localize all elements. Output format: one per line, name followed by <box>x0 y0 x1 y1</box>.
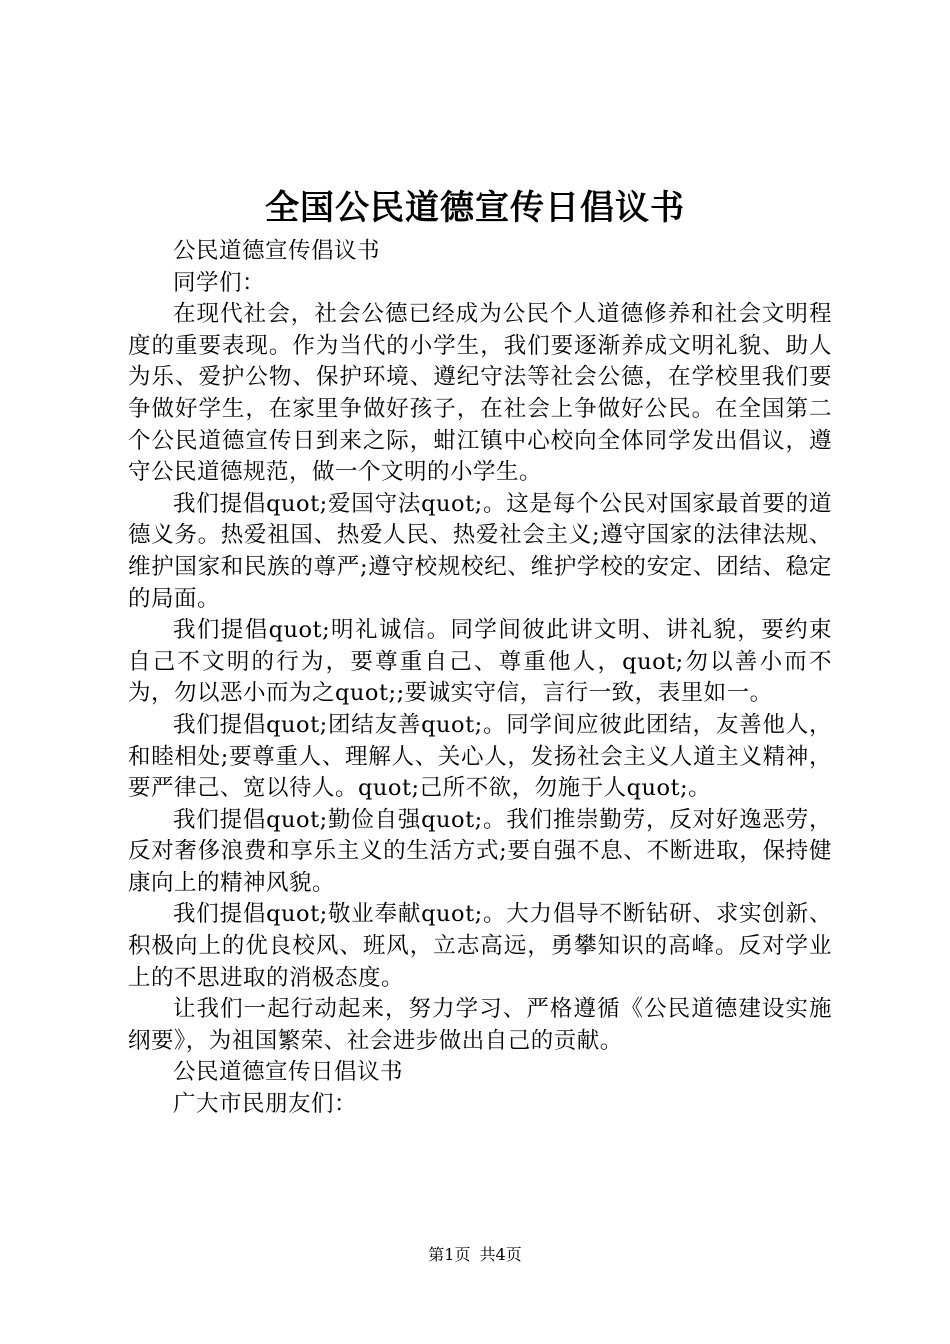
paragraph-patriotism: 我们提倡quot;爱国守法quot;。这是每个公民对国家最首要的道德义务。热爱祖国、热爱人民、热爱社会主义;遵守国家的法律法规、维护国家和民族的尊严;遵守校规校纪、维护学校的安定、团结、稳定的局面。 <box>128 490 832 612</box>
paragraph-salutation: 同学们： <box>173 269 266 296</box>
paragraph-subtitle: 公民道德宣传倡议书 <box>173 238 381 264</box>
paragraph-second-salutation: 广大市民朋友们： <box>173 1091 358 1118</box>
paragraph-second-title: 公民道德宣传日倡议书 <box>173 1059 404 1086</box>
page-total: 共4页 <box>479 1245 522 1264</box>
document-title: 全国公民道德宣传日倡议书 <box>265 188 685 228</box>
paragraph-diligence: 我们提倡quot;勤俭自强quot;。我们推崇勤劳，反对好逸恶劳，反对奢侈浪费和享乐主义的生活方式;要自强不息、不断进取，保持健康向上的精神风貌。 <box>128 806 832 896</box>
paragraph-call-to-action: 让我们一起行动起来，努力学习、严格遵循《公民道德建设实施纲要》，为祖国繁荣、社会进步做出自己的贡献。 <box>128 996 832 1054</box>
document-body <box>128 236 832 1121</box>
paragraph-intro: 在现代社会，社会公德已经成为公民个人道德修养和社会文明程度的重要表现。作为当代的小学生，我们要逐渐养成文明礼貌、助人为乐、爱护公物、保护环境、遵纪守法等社会公德，在学校里我们要争做好学生，在家里争做好孩子，在社会上争做好公民。在全国第二个公民道德宣传日到来之际，蚶江镇中心校向全体同学发出倡议，遵守公民道德规范，做一个文明的小学生。 <box>128 301 832 486</box>
page-number: 第1页 <box>428 1245 471 1264</box>
paragraph-courtesy: 我们提倡quot;明礼诚信。同学间彼此讲文明、讲礼貌，要约束自己不文明的行为，要尊重自己、尊重他人，quot;勿以善小而不为，勿以恶小而为之quot;;要诚实守信，言行一致，表里如一。 <box>128 617 832 707</box>
page-footer <box>0 1243 950 1267</box>
paragraph-unity: 我们提倡quot;团结友善quot;。同学间应彼此团结，友善他人，和睦相处;要尊重人、理解人、关心人，发扬社会主义人道主义精神，要严律己、宽以待人。quot;己所不欲，勿施于人quot;。 <box>128 711 832 802</box>
paragraph-dedication: 我们提倡quot;敬业奉献quot;。大力倡导不断钻研、求实创新、积极向上的优良校风、班风，立志高远，勇攀知识的高峰。反对学业上的不思进取的消极态度。 <box>128 901 832 991</box>
